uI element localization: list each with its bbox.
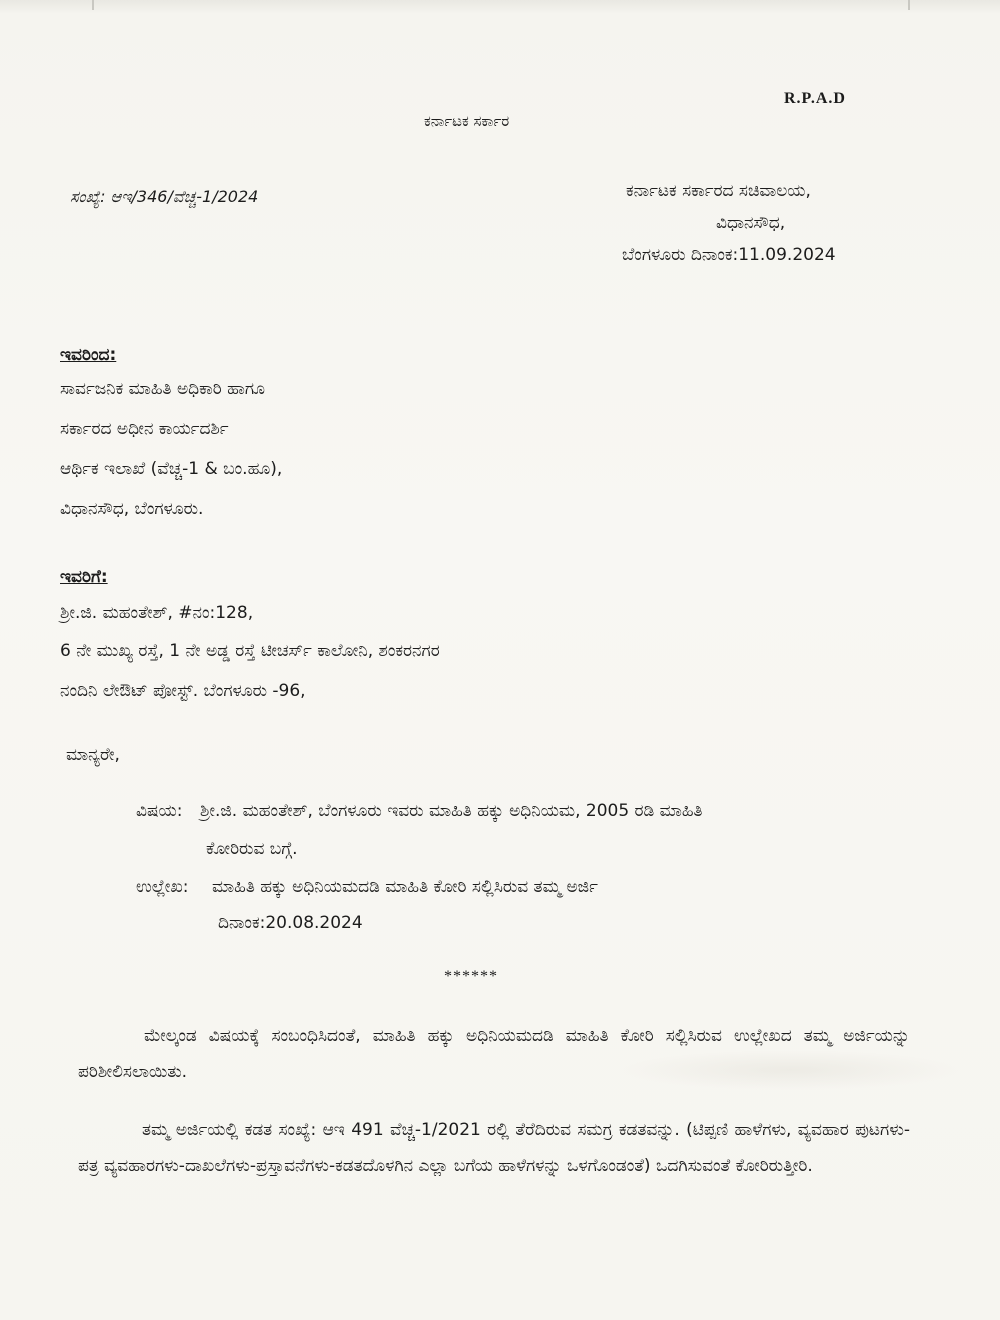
subject-label: ವಿಷಯ: — [136, 801, 183, 821]
sender-address-line-1: ಕರ್ನಾಟಕ ಸರ್ಕಾರದ ಸಚಿವಾಲಯ, — [626, 181, 811, 201]
section-separator: ****** — [444, 968, 498, 985]
reference-number: ಸಂಖ್ಯೆ: ಆಇ/346/ವೆಚ್ಚ-1/2024 — [70, 187, 259, 206]
reference-label: ಉಲ್ಲೇಖ: — [136, 877, 189, 897]
sender-address-line-2: ವಿಧಾನಸೌಧ, — [716, 213, 786, 233]
subject-text-line-1: ಶ್ರೀ.ಜಿ. ಮಹಂತೇಶ್, ಬೆಂಗಳೂರು ಇವರು ಮಾಹಿತಿ ಹಕ್ಕು ಅಧಿನಿಯಮ, 2005 ರಡಿ ಮಾಹಿತಿ — [200, 801, 703, 821]
page-fold-mark-left — [92, 0, 94, 10]
page-top-edge — [0, 0, 1000, 14]
from-label: ಇವರಿಂದ: — [60, 345, 117, 365]
body-paragraph-2: ತಮ್ಮ ಅರ್ಜಿಯಲ್ಲಿ ಕಡತ ಸಂಖ್ಯೆ: ಆಇ 491 ವೆಚ್ಚ-1/2021 ರಲ್ಲಿ ತೆರೆದಿರುವ ಸಮಗ್ರ ಕಡತವನ್ನು. (ಟಿಪ್ಪಣಿ ಹಾಳೆಗಳು, ವ್ಯವಹಾರ ಪುಟಗಳು-ಪತ್ರ ವ್ಯವಹಾರಗಳು-ದಾಖಲೆಗಳು-ಪ್ರಸ್ತಾವನೆಗಳು-ಕಡತದೊಳಗಿನ ಎಲ್ಲಾ ಬಗೆಯ ಹಾಳೆಗಳನ್ನು ಒಳಗೊಂಡಂತೆ) ಒದಗಿಸುವಂತೆ ಕೋರಿರುತ್ತೀರಿ. — [78, 1120, 910, 1176]
to-label: ಇವರಿಗೆ: — [60, 567, 108, 587]
to-line-1: ಶ್ರೀ.ಜಿ. ಮಹಂತೇಶ್, #ನಂ:128, — [60, 603, 254, 623]
from-line-1: ಸಾರ್ವಜನಿಕ ಮಾಹಿತಿ ಅಧಿಕಾರಿ ಹಾಗೂ — [60, 379, 265, 399]
sender-address-date: ಬೆಂಗಳೂರು ದಿನಾಂಕ:11.09.2024 — [622, 245, 836, 265]
reference-text-line-1: ಮಾಹಿತಿ ಹಕ್ಕು ಅಧಿನಿಯಮದಡಿ ಮಾಹಿತಿ ಕೋರಿ ಸಲ್ಲಿಸಿರುವ ತಮ್ಮ ಅರ್ಜಿ — [212, 877, 598, 897]
from-line-2: ಸರ್ಕಾರದ ಅಧೀನ ಕಾರ್ಯದರ್ಶಿ — [60, 419, 229, 439]
salutation: ಮಾನ್ಯರೇ, — [66, 745, 120, 765]
subject-text-line-2: ಕೋರಿರುವ ಬಗ್ಗೆ. — [206, 839, 298, 859]
reference-text-line-2: ದಿನಾಂಕ:20.08.2024 — [218, 913, 363, 933]
from-line-3: ಆರ್ಥಿಕ ಇಲಾಖೆ (ವೆಚ್ಚ-1 & ಬಂ.ಹೂ), — [60, 459, 283, 479]
from-line-4: ವಿಧಾನಸೌಧ, ಬೆಂಗಳೂರು. — [60, 499, 204, 519]
rpad-mark: R.P.A.D — [784, 90, 846, 107]
to-line-2: 6 ನೇ ಮುಖ್ಯ ರಸ್ತೆ, 1 ನೇ ಅಡ್ಡ ರಸ್ತೆ ಟೀಚರ್ಸ್ ಕಾಲೋನಿ, ಶಂಕರನಗರ — [60, 641, 440, 661]
body-paragraph-1: ಮೇಲ್ಕಂಡ ವಿಷಯಕ್ಕೆ ಸಂಬಂಧಿಸಿದಂತೆ, ಮಾಹಿತಿ ಹಕ್ಕು ಅಧಿನಿಯಮದಡಿ ಮಾಹಿತಿ ಕೋರಿ ಸಲ್ಲಿಸಿರುವ ಉಲ್ಲೇಖದ ತಮ್ಮ ಅರ್ಜಿಯನ್ನು ಪರಿಶೀಲಿಸಲಾಯಿತು. — [78, 1026, 910, 1082]
page-fold-mark-right — [908, 0, 910, 10]
government-heading: ಕರ್ನಾಟಕ ಸರ್ಕಾರ — [424, 112, 510, 130]
to-line-3: ನಂದಿನಿ ಲೇಔಟ್ ಪೋಸ್ಟ್. ಬೆಂಗಳೂರು -96, — [60, 681, 306, 701]
